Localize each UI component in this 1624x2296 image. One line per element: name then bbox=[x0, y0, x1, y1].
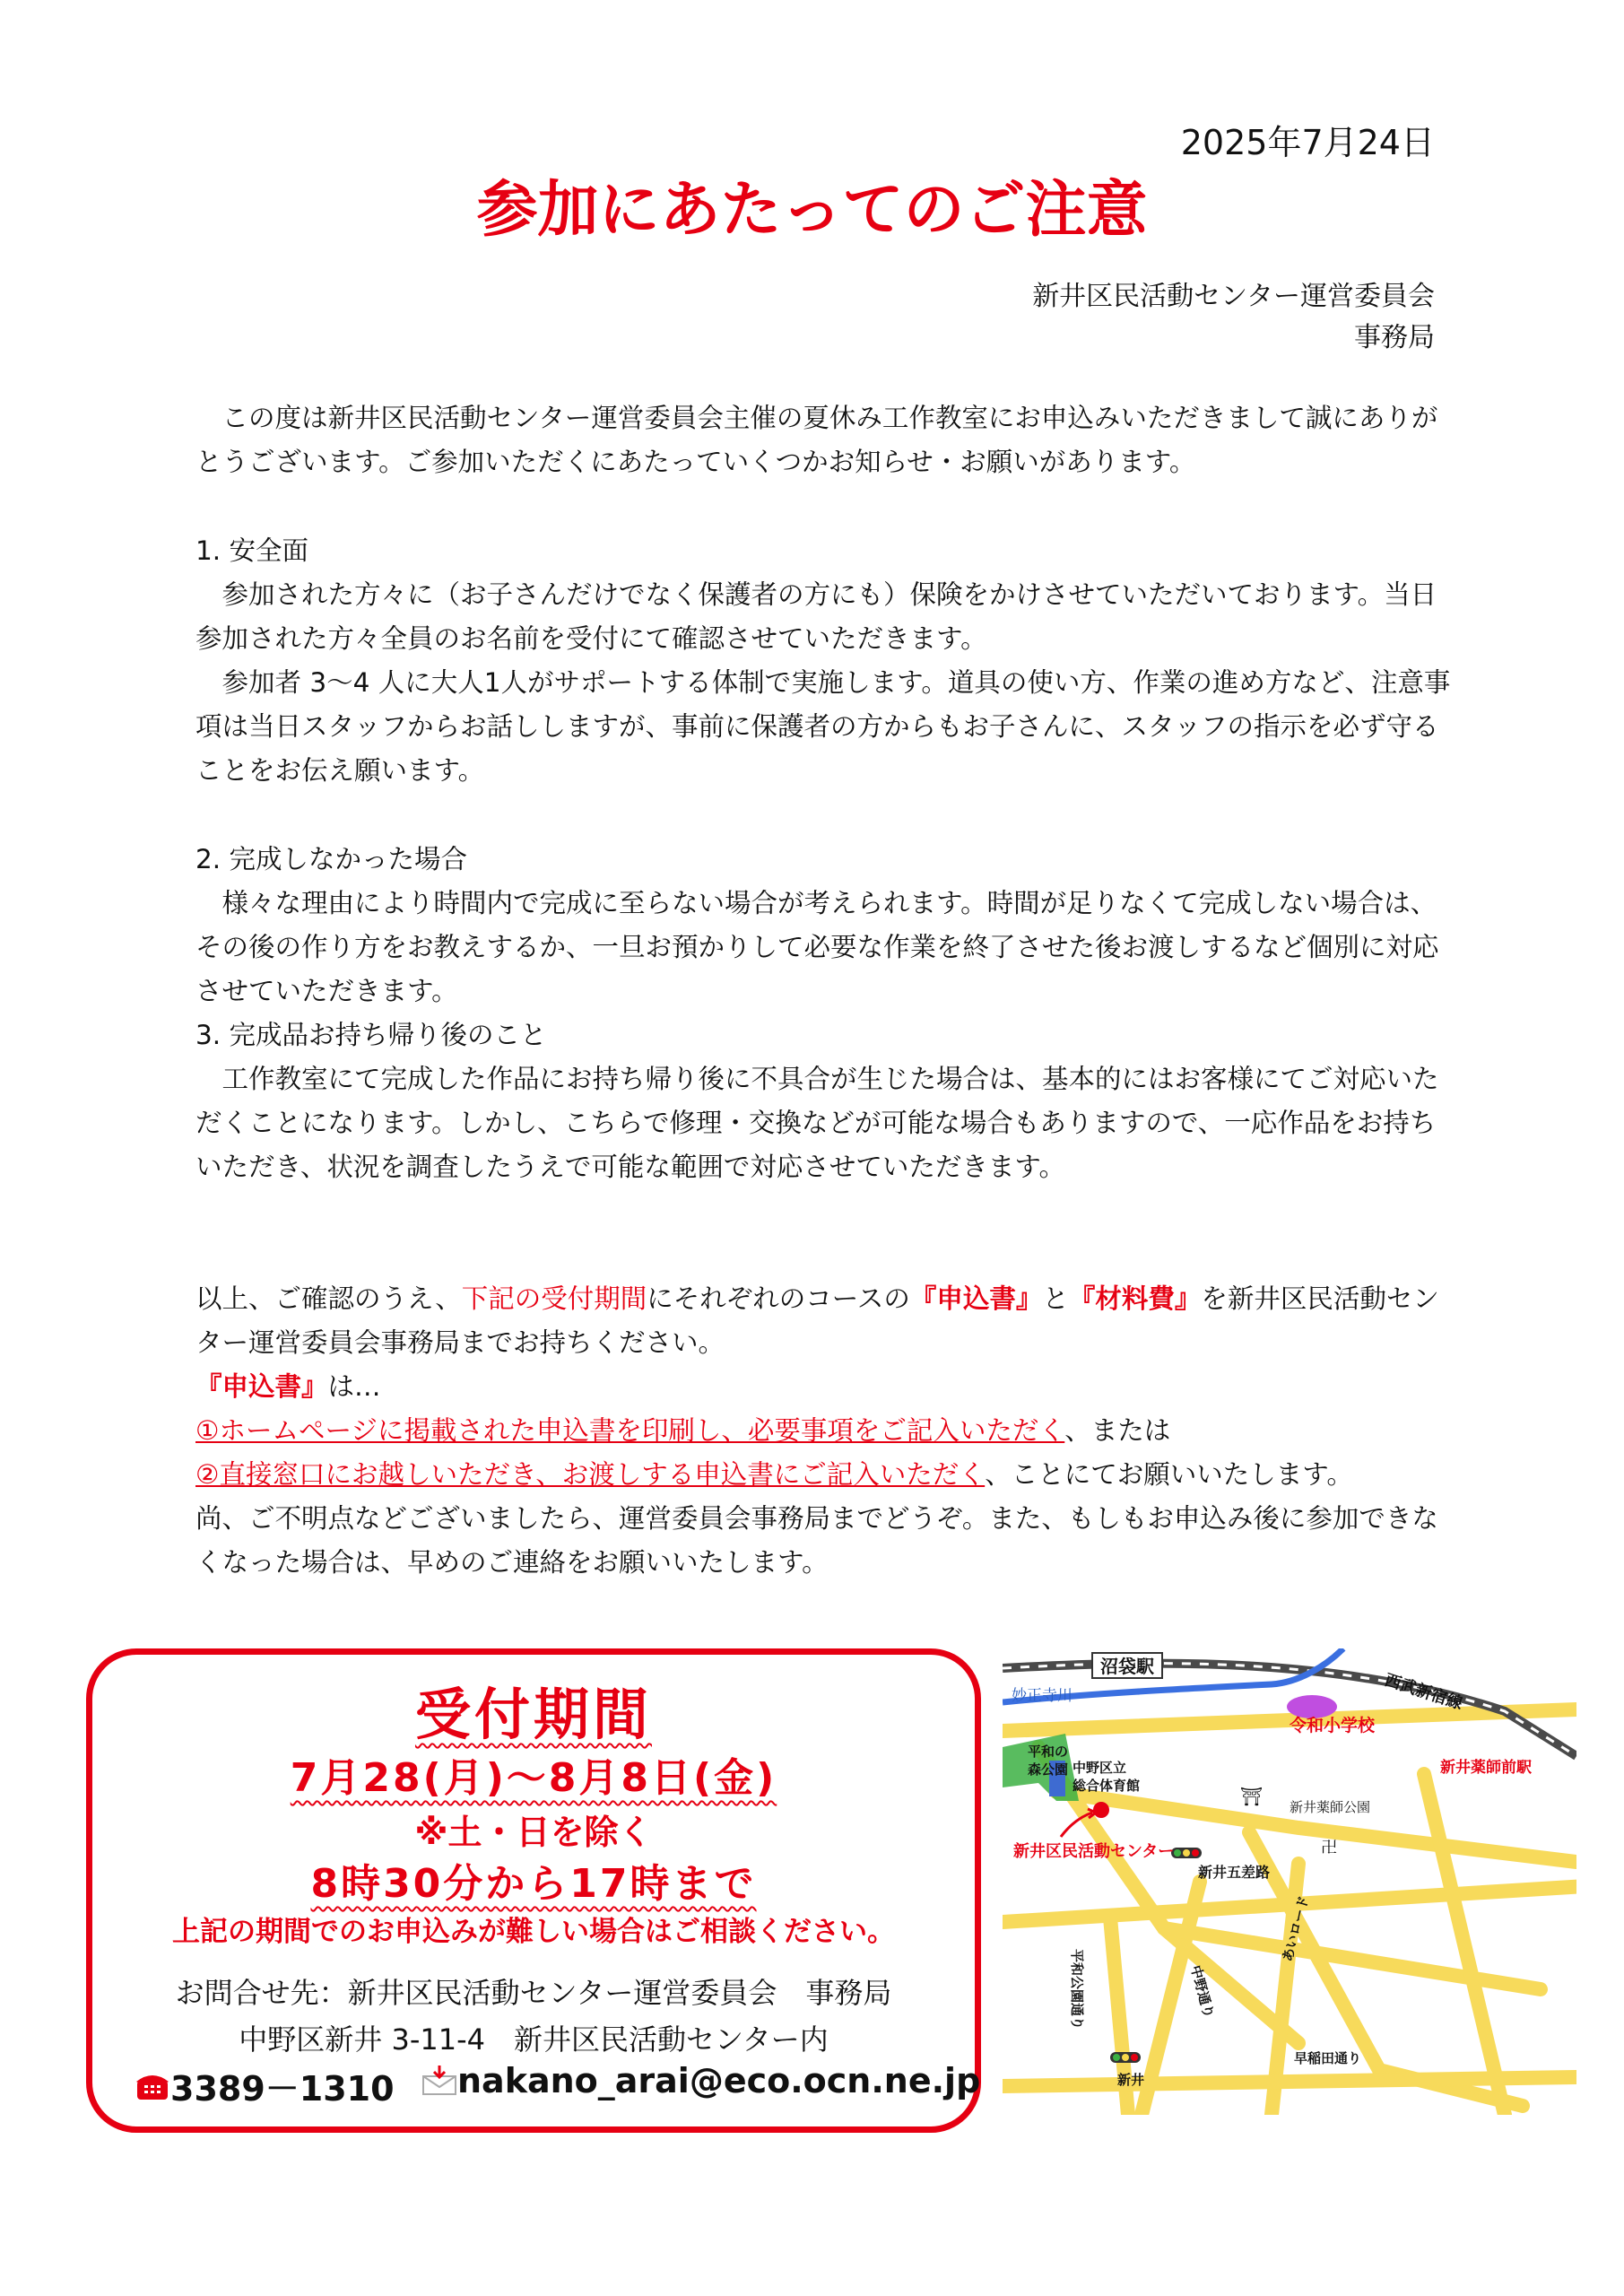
intro-paragraph bbox=[195, 396, 1460, 484]
map-label-road-waseda: 早稲田通り bbox=[1294, 2050, 1362, 2066]
organization-name: 新井区民活動センター運営委員会 bbox=[1032, 281, 1435, 312]
period-exclusion: ※土・日を除く bbox=[414, 1813, 653, 1852]
closing-paragraph bbox=[195, 1277, 1460, 1365]
section-after-takehome bbox=[195, 1013, 1460, 1189]
closing-text: を新井区民活動センター運営委員会事務局までお持ちください。 bbox=[195, 1283, 1439, 1358]
temple-icon: 卍 bbox=[1321, 1839, 1337, 1857]
form-option-2-suffix: 、ことにてお願いいたします。 bbox=[985, 1459, 1353, 1490]
map-label-heiwa-park-1: 平和の bbox=[1028, 1744, 1069, 1760]
closing-text: と bbox=[1042, 1283, 1069, 1314]
period-dates-text: 7月28(月)～8月8日(金) bbox=[290, 1755, 777, 1801]
form-suffix: は… bbox=[327, 1371, 381, 1402]
map-label-yakushi-park: 新井薬師公園 bbox=[1290, 1799, 1371, 1815]
section-heading: 1. 安全面 bbox=[195, 535, 309, 566]
map-label-numabukuro: 沼袋駅 bbox=[1100, 1656, 1154, 1677]
contact-address: 中野区新井 3-11-4 新井区民活動センター内 bbox=[239, 2022, 829, 2057]
map-label-heiwa-park-2: 森公園 bbox=[1028, 1761, 1069, 1778]
form-option-1-text: ①ホームページに掲載された申込書を印刷し、必要事項をご記入いただく bbox=[195, 1415, 1065, 1446]
organization bbox=[807, 276, 1435, 359]
shrine-icon: ⛩ bbox=[1240, 1786, 1264, 1807]
closing-text: 以上、ご確認のうえ、 bbox=[195, 1283, 462, 1314]
map-label-gym-1: 中野区立 bbox=[1073, 1760, 1127, 1776]
closing-text: にそれぞれのコースの bbox=[647, 1283, 910, 1314]
period-reference: 下記の受付期間 bbox=[461, 1283, 647, 1314]
contact-phone bbox=[135, 2061, 395, 2110]
form-option-1 bbox=[195, 1409, 1460, 1453]
closing-final: 尚、ご不明点などございましたら、運営委員会事務局までどうぞ。また、もしもお申込み後に参加できなくなった場合は、早めのご連絡をお願いいたします。 bbox=[195, 1503, 1438, 1578]
fee-reference: 『材料費』 bbox=[1068, 1283, 1202, 1314]
section-heading: 2. 完成しなかった場合 bbox=[195, 844, 468, 874]
map-label-road-ai: あいロード bbox=[1279, 1893, 1313, 1964]
page-title: 参加にあたってのご注意 bbox=[476, 175, 1148, 246]
period-time bbox=[86, 1851, 981, 1909]
map-label-yakushi-station: 新井薬師前駅 bbox=[1440, 1759, 1532, 1777]
center-marker bbox=[1093, 1802, 1109, 1818]
map-label-crossing-5: 新井五差路 bbox=[1198, 1864, 1271, 1881]
section-heading: 3. 完成品お持ち帰り後のこと bbox=[195, 1020, 547, 1050]
document-date: 2025年7月24日 bbox=[1180, 123, 1435, 162]
map-label-road-nakano: 中野通り bbox=[1187, 1963, 1218, 2021]
form-option-1-suffix: 、または bbox=[1064, 1415, 1171, 1446]
map-label-river: 妙正寺川 bbox=[1012, 1687, 1073, 1705]
period-dates bbox=[86, 1745, 981, 1803]
period-note: 上記の期間でのお申込みが難しい場合はご相談ください。 bbox=[172, 1916, 895, 1948]
period-time-text: 8時30分から17時まで bbox=[310, 1861, 757, 1907]
phone-number: 3389－1310 bbox=[170, 2069, 395, 2109]
intro-text: この度は新井区民活動センター運営委員会主催の夏休み工作教室にお申込みいただきまして誠にありがとうございます。ご参加いただくにあたっていくつかお知らせ・お願いがあります。 bbox=[195, 403, 1438, 477]
envelope-icon bbox=[421, 2066, 457, 2096]
access-map bbox=[1003, 1648, 1576, 2115]
organization-dept: 事務局 bbox=[1354, 322, 1435, 353]
section-paragraph: 参加者 3～4 人に大人1人がサポートする体制で実施します。道具の使い方、作業の進め方など、注意事項は当日スタッフからお話ししますが、事前に保護者の方からもお子さんに、スタッフの指示を必ず守ることをお伝え願います。 bbox=[195, 667, 1451, 786]
section-incomplete bbox=[195, 838, 1460, 1013]
form-reference: 『申込書』 bbox=[909, 1283, 1043, 1314]
section-paragraph: 参加された方々に（お子さんだけでなく保護者の方にも）保険をかけさせていただいております。当日参加された方々全員のお名前を受付にて確認させていただきます。 bbox=[195, 579, 1437, 654]
map-label-crossing-arai: 新井 bbox=[1117, 2072, 1145, 2088]
email-address: nakano_arai@eco.ocn.ne.jp bbox=[457, 2061, 981, 2100]
section-paragraph: 工作教室にて完成した作品にお持ち帰り後に不具合が生じた場合は、基本的にはお客様にてご対応いただくことになります。しかし、こちらで修理・交換などが可能な場合もありますので、一応作品をお持ちいただき、状況を調査したうえで可能な範囲で対応させていただきます。 bbox=[195, 1064, 1439, 1182]
map-label-gym-2: 総合体育館 bbox=[1073, 1778, 1141, 1794]
traffic-light-icon bbox=[1171, 1848, 1202, 1858]
section-paragraph: 様々な理由により時間内で完成に至らない場合が考えられます。時間が足りなくて完成しない場合は、その後の作り方をお教えするか、一旦お預かりして必要な作業を終了させた後お渡しするなど個別に対応させていただきます。 bbox=[195, 888, 1439, 1006]
closing-section bbox=[195, 1277, 1460, 1585]
contact-line: お問合せ先：新井区民活動センター運営委員会 事務局 bbox=[175, 1976, 892, 2010]
section-safety bbox=[195, 529, 1460, 793]
map-label-center: 新井区民活動センター bbox=[1013, 1842, 1175, 1861]
form-label: 『申込書』 bbox=[195, 1371, 328, 1402]
contact-info bbox=[86, 1970, 981, 2063]
traffic-light-icon bbox=[1110, 2052, 1141, 2063]
telephone-icon bbox=[135, 2071, 170, 2101]
map-label-seibu-line: 西武新宿線 bbox=[1382, 1670, 1465, 1714]
form-intro bbox=[195, 1365, 1460, 1409]
period-title bbox=[86, 1670, 981, 1750]
form-option-2 bbox=[195, 1453, 1460, 1497]
contact-email bbox=[421, 2061, 980, 2100]
period-title-text: 受付期間 bbox=[414, 1682, 652, 1747]
map-label-school: 令和小学校 bbox=[1290, 1716, 1376, 1735]
form-option-2-text: ②直接窓口にお越しいただき、お渡しする申込書にご記入いただく bbox=[195, 1459, 986, 1490]
map-label-road-heiwa: 平和公園通り bbox=[1069, 1949, 1085, 2031]
